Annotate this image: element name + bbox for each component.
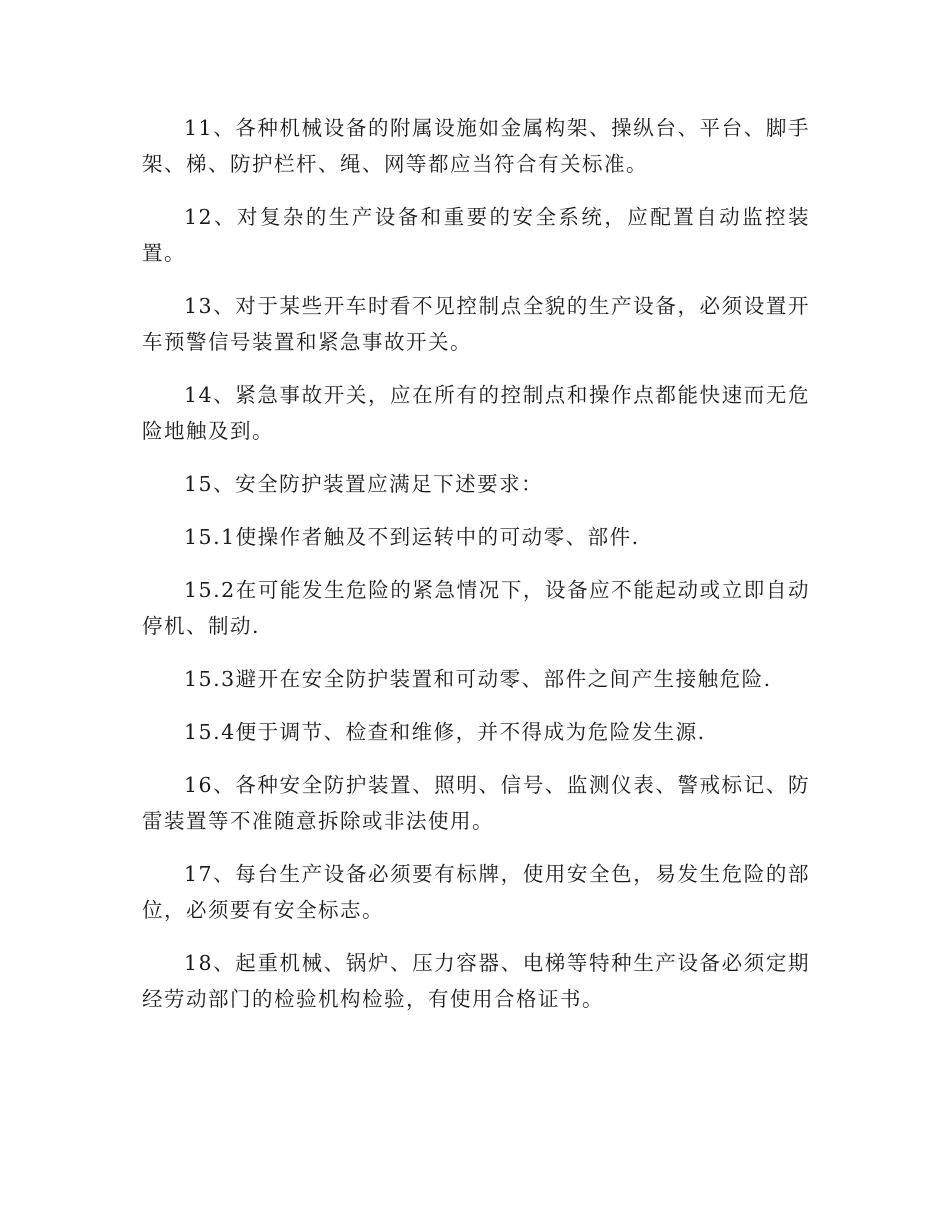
paragraph-14: 14、紧急事故开关，应在所有的控制点和操作点都能快速而无危险地触及到。: [142, 383, 810, 443]
paragraph-15-2: 15.2在可能发生危险的紧急情况下，设备应不能起动或立即自动停机、制动.: [142, 578, 810, 638]
paragraph-15-1: 15.1使操作者触及不到运转中的可动零、部件.: [184, 525, 640, 549]
paragraph-16: 16、各种安全防护装置、照明、信号、监测仪表、警戒标记、防雷装置等不准随意拆除或非法使用。: [142, 773, 810, 833]
paragraph-15-3: 15.3避开在安全防护装置和可动零、部件之间产生接触危险.: [184, 667, 772, 691]
paragraph-13: 13、对于某些开车时看不见控制点全貌的生产设备，必须设置开车预警信号装置和紧急事故开关。: [142, 294, 810, 354]
paragraph-12: 12、对复杂的生产设备和重要的安全系统，应配置自动监控装置。: [142, 205, 810, 265]
document-page: [142, 110, 810, 1034]
paragraph-15: 15、安全防护装置应满足下述要求：: [184, 472, 544, 496]
paragraph-17: 17、每台生产设备必须要有标牌，使用安全色，易发生危险的部位，必须要有安全标志。: [142, 862, 810, 922]
paragraph-18: 18、起重机械、锅炉、压力容器、电梯等特种生产设备必须定期经劳动部门的检验机构检验，有使用合格证书。: [142, 951, 810, 1011]
paragraph-11: 11、各种机械设备的附属设施如金属构架、操纵台、平台、脚手架、梯、防护栏杆、绳、网等都应当符合有关标准。: [142, 116, 810, 176]
paragraph-15-4: 15.4便于调节、检查和维修，并不得成为危险发生源.: [184, 720, 706, 744]
